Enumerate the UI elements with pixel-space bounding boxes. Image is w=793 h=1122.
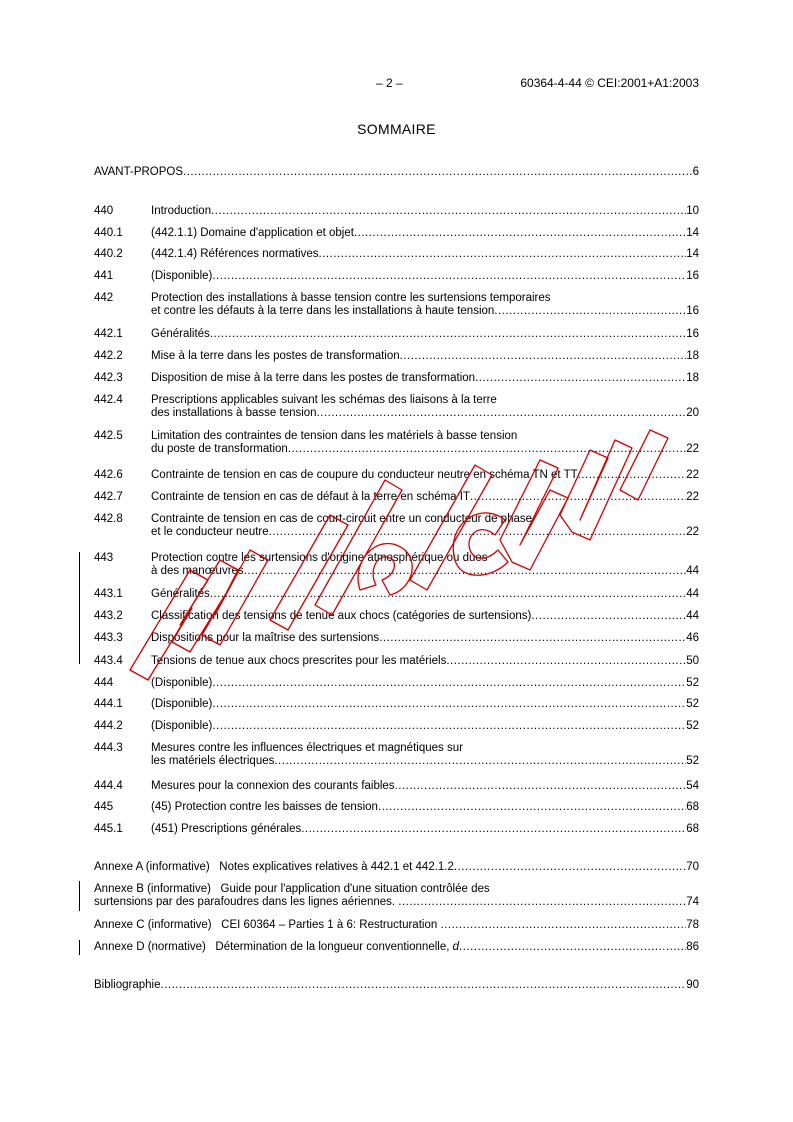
clause-number: 443.3 — [94, 632, 123, 644]
leader-dots — [354, 227, 686, 240]
annex-title: Annexe A (informative) Notes explicatives relatives à 442.1 et 442.1.2 — [94, 861, 454, 873]
toc-page-number: 68 — [686, 801, 699, 813]
annex-title: Annexe B (informative) Guide pour l'application d'une situation contrôlée des — [94, 883, 490, 895]
leader-dots — [274, 755, 686, 768]
toc-page-number: 86 — [686, 941, 699, 953]
leader-dots — [454, 861, 686, 874]
leader-dots — [531, 610, 686, 623]
toc-page-number: 52 — [686, 698, 699, 710]
clause-title: (45) Protection contre les baisses de tension — [151, 801, 378, 813]
toc-page-number: 6 — [692, 166, 699, 178]
clause-number: 443.2 — [94, 610, 123, 622]
document-reference: 60364-4-44 © CEI:2001+A1:2003 — [520, 76, 699, 90]
toc-page-number: 16 — [686, 270, 699, 282]
clause-title: Classification des tensions de tenue aux chocs (catégories de surtensions) — [151, 610, 532, 622]
clause-title-cont: du poste de transformation — [151, 443, 288, 455]
clause-title: (Disponible) — [151, 720, 213, 732]
revision-bar — [79, 881, 80, 911]
clause-title-cont: les matériels électriques — [151, 755, 275, 767]
clause-number: 441 — [94, 270, 114, 282]
toc-page-number: 70 — [686, 861, 699, 873]
clause-number: 444 — [94, 677, 114, 689]
leader-dots — [475, 372, 686, 385]
leader-dots — [211, 205, 686, 218]
leader-dots — [244, 565, 687, 578]
leader-dots — [470, 491, 686, 504]
toc-page-number: 14 — [686, 248, 699, 260]
page-title: SOMMAIRE — [357, 121, 436, 137]
leader-dots — [183, 166, 693, 179]
leader-dots — [210, 328, 686, 341]
clause-number: 444.4 — [94, 780, 123, 792]
clause-title: Prescriptions applicables suivant les schémas des liaisons à la terre — [151, 394, 497, 406]
clause-title: Contrainte de tension en cas de coupure du conducteur neutre en schéma TN et TT — [151, 469, 578, 481]
clause-title: Protection des installations à basse tension contre les surtensions temporaires — [151, 292, 551, 304]
toc-page-number: 46 — [686, 632, 699, 644]
leader-dots — [212, 698, 686, 711]
annex-title: Annexe C (informative) CEI 60364 – Parties 1 à 6: Restructuration — [94, 919, 441, 931]
toc-page-number: 18 — [686, 350, 699, 362]
clause-title: (451) Prescriptions générales — [151, 823, 302, 835]
page-header — [0, 76, 793, 92]
clause-number: 440 — [94, 205, 114, 217]
clause-number: 442.4 — [94, 394, 123, 406]
toc-page-number: 52 — [686, 755, 699, 767]
toc-page-number: 14 — [686, 227, 699, 239]
clause-number: 444.3 — [94, 742, 123, 754]
toc-page-number: 52 — [686, 720, 699, 732]
clause-title: (Disponible) — [151, 677, 213, 689]
clause-number: 442.8 — [94, 513, 123, 525]
clause-title: (442.1.4) Références normatives — [151, 248, 319, 260]
leader-dots — [317, 407, 687, 420]
clause-title-cont: et le conducteur neutre — [151, 526, 269, 538]
page-number: – 2 – — [376, 76, 403, 90]
clause-title: Mesures pour la connexion des courants faibles — [151, 780, 395, 792]
clause-title: (Disponible) — [151, 698, 213, 710]
clause-number: 442.5 — [94, 430, 123, 442]
leader-dots — [440, 919, 686, 932]
clause-number: 442.3 — [94, 372, 123, 384]
leader-dots — [578, 469, 687, 482]
clause-number: 443.1 — [94, 588, 123, 600]
clause-title: Mesures contre les influences électriques et magnétiques sur — [151, 742, 463, 754]
clause-title-cont: et contre les défauts à la terre dans les installations à haute tension — [151, 305, 495, 317]
bibliography-label: Bibliographie — [94, 979, 161, 991]
leader-dots — [288, 443, 686, 456]
leader-dots — [378, 801, 686, 814]
toc-page-number: 78 — [686, 919, 699, 931]
clause-title: (Disponible) — [151, 270, 213, 282]
clause-number: 440.1 — [94, 227, 123, 239]
toc-page-number: 20 — [686, 407, 699, 419]
clause-title: Introduction — [151, 205, 212, 217]
leader-dots — [446, 655, 686, 668]
toc-page-number: 74 — [686, 896, 699, 908]
clause-title: Mise à la terre dans les postes de transformation — [151, 350, 400, 362]
clause-title: Dispositions pour la maîtrise des surtensions — [151, 632, 380, 644]
toc-page-number: 22 — [686, 469, 699, 481]
toc-page-number: 50 — [686, 655, 699, 667]
leader-dots — [398, 896, 686, 909]
clause-number: 445 — [94, 801, 114, 813]
toc-page-number: 54 — [686, 780, 699, 792]
toc-page-number: 22 — [686, 443, 699, 455]
leader-dots — [161, 979, 687, 992]
clause-number: 440.2 — [94, 248, 123, 260]
toc-page-number: 90 — [686, 979, 699, 991]
leader-dots — [400, 350, 687, 363]
clause-number: 442.2 — [94, 350, 123, 362]
leader-dots — [212, 720, 686, 733]
toc-page-number: 44 — [686, 565, 699, 577]
clause-number: 442.1 — [94, 328, 123, 340]
clause-title-cont: à des manœuvres — [151, 565, 244, 577]
annex-title-variable: d — [452, 941, 460, 953]
toc-page-number: 18 — [686, 372, 699, 384]
clause-number: 445.1 — [94, 823, 123, 835]
toc-page-number: 52 — [686, 677, 699, 689]
leader-dots — [212, 677, 686, 690]
toc-page-number: 22 — [686, 526, 699, 538]
clause-number: 443 — [94, 552, 114, 564]
clause-title: Contrainte de tension en cas de défaut à la terre en schéma IT — [151, 491, 470, 503]
leader-dots — [459, 941, 686, 954]
clause-title: Généralités — [151, 588, 210, 600]
clause-title: Limitation des contraintes de tension dans les matériels à basse tension — [151, 430, 518, 442]
annex-title-cont: surtensions par des parafoudres dans les lignes aériennes. — [94, 896, 399, 908]
clause-title-cont: des installations à basse tension — [151, 407, 317, 419]
toc-page-number: 16 — [686, 305, 699, 317]
toc-page-number: 16 — [686, 328, 699, 340]
leader-dots — [494, 305, 686, 318]
clause-number: 442.6 — [94, 469, 123, 481]
toc-page-number: 68 — [686, 823, 699, 835]
leader-dots — [395, 780, 687, 793]
leader-dots — [210, 588, 686, 601]
toc-page-number: 44 — [686, 588, 699, 600]
leader-dots — [318, 248, 686, 261]
leader-dots — [269, 526, 687, 539]
clause-number: 443.4 — [94, 655, 123, 667]
toc-entry-label: AVANT-PROPOS — [94, 166, 184, 178]
leader-dots — [212, 270, 686, 283]
clause-title: Généralités — [151, 328, 210, 340]
clause-title: Protection contre les surtensions d'origine atmosphérique ou dues — [151, 552, 488, 564]
leader-dots — [301, 823, 686, 836]
clause-title: Contrainte de tension en cas de court-circuit entre un conducteur de phase — [151, 513, 533, 525]
revision-bar — [79, 940, 80, 955]
annex-title: Annexe D (normative) Détermination de la longueur conventionnelle, — [94, 941, 453, 953]
toc-page-number: 10 — [686, 205, 699, 217]
clause-number: 442.7 — [94, 491, 123, 503]
clause-title: (442.1.1) Domaine d'application et objet — [151, 227, 354, 239]
leader-dots — [379, 632, 686, 645]
clause-number: 444.2 — [94, 720, 123, 732]
revision-bar — [79, 552, 80, 664]
clause-number: 442 — [94, 292, 114, 304]
clause-title: Tensions de tenue aux chocs prescrites pour les matériels — [151, 655, 447, 667]
toc-page-number: 22 — [686, 491, 699, 503]
clause-number: 444.1 — [94, 698, 123, 710]
clause-title: Disposition de mise à la terre dans les postes de transformation — [151, 372, 476, 384]
toc-page-number: 44 — [686, 610, 699, 622]
